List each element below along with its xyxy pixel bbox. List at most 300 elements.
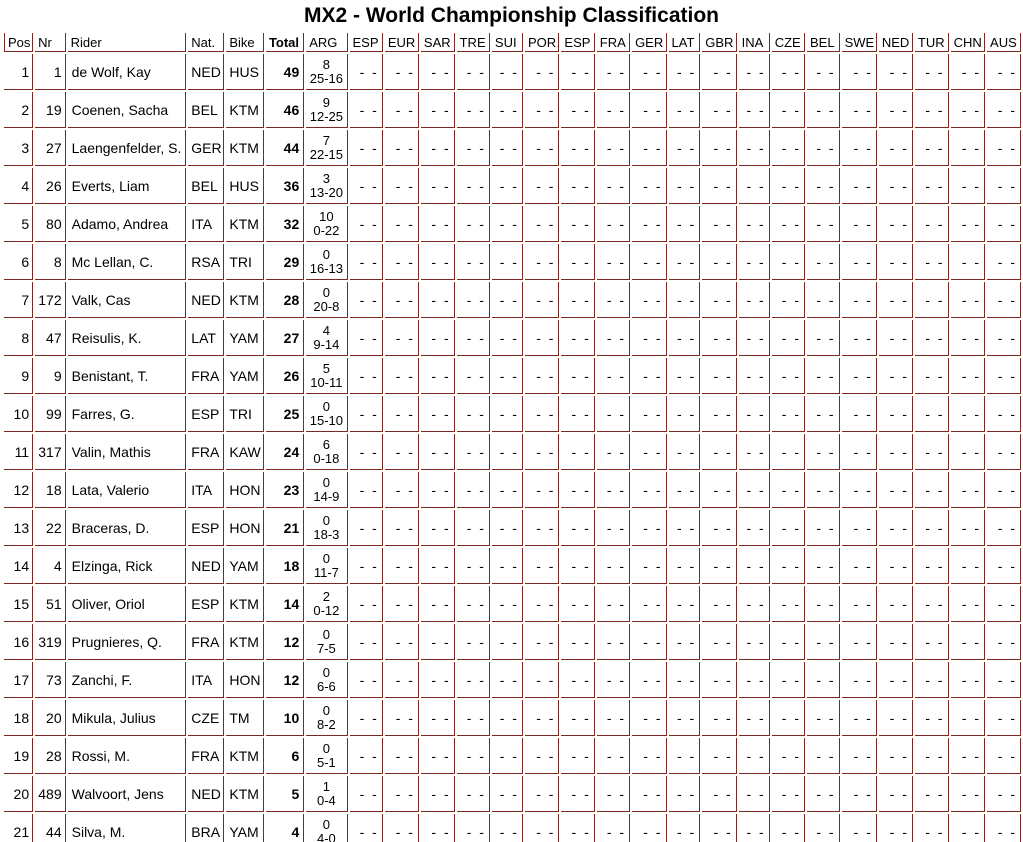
cell-round-no-result: - - [807, 92, 840, 128]
cell-round-no-result: - - [597, 624, 630, 660]
cell-round-no-result: - - [807, 776, 840, 812]
table-row [4, 206, 1021, 242]
cell-round-no-result: - - [739, 662, 770, 698]
cell-round-no-result: - - [492, 130, 523, 166]
cell-round-no-result: - - [350, 700, 383, 736]
cell-round-no-result: - - [492, 700, 523, 736]
cell-round-no-result: - - [739, 700, 770, 736]
cell-bike: YAM [226, 358, 264, 394]
cell-round-no-result: - - [525, 206, 559, 242]
cell-nat: FRA [188, 434, 224, 470]
cell-round-no-result: - - [492, 92, 523, 128]
cell-round-no-result: - - [385, 472, 419, 508]
cell-bike: TRI [226, 396, 264, 432]
cell-round-no-result: - - [597, 358, 630, 394]
cell-round-no-result: - - [987, 244, 1021, 280]
cell-total: 12 [266, 662, 304, 698]
cell-round-no-result: - - [632, 168, 666, 204]
cell-total: 36 [266, 168, 304, 204]
cell-round-no-result: - - [632, 434, 666, 470]
cell-round-no-result: - - [807, 168, 840, 204]
arg-result-line1: 0 [322, 398, 330, 414]
cell-round-no-result: - - [842, 320, 877, 356]
cell-rider: Adamo, Andrea [68, 206, 187, 242]
cell-round-no-result: - - [915, 54, 949, 90]
cell-arg-result [306, 700, 347, 736]
cell-round-no-result: - - [951, 244, 985, 280]
cell-round-no-result: - - [951, 206, 985, 242]
cell-round-no-result: - - [739, 244, 770, 280]
column-header-sui: SUI [492, 33, 523, 52]
cell-round-no-result: - - [525, 396, 559, 432]
cell-round-no-result: - - [842, 700, 877, 736]
cell-round-no-result: - - [350, 54, 383, 90]
cell-round-no-result: - - [561, 700, 594, 736]
cell-round-no-result: - - [702, 662, 736, 698]
cell-round-no-result: - - [842, 548, 877, 584]
cell-round-no-result: - - [561, 472, 594, 508]
cell-round-no-result: - - [597, 54, 630, 90]
cell-round-no-result: - - [492, 624, 523, 660]
cell-bike: KTM [226, 130, 264, 166]
cell-bike: KTM [226, 92, 264, 128]
cell-rider: Oliver, Oriol [68, 586, 187, 622]
cell-round-no-result: - - [457, 434, 490, 470]
header-row [4, 33, 1021, 52]
cell-bike: KAW [226, 434, 264, 470]
cell-pos: 16 [4, 624, 33, 660]
cell-arg-result [306, 434, 347, 470]
cell-round-no-result: - - [987, 814, 1021, 842]
cell-nr: 26 [35, 168, 66, 204]
cell-round-no-result: - - [987, 434, 1021, 470]
cell-round-no-result: - - [457, 206, 490, 242]
cell-round-no-result: - - [915, 624, 949, 660]
cell-round-no-result: - - [632, 586, 666, 622]
cell-round-no-result: - - [702, 282, 736, 318]
cell-round-no-result: - - [879, 586, 913, 622]
cell-round-no-result: - - [807, 320, 840, 356]
cell-round-no-result: - - [632, 396, 666, 432]
cell-round-no-result: - - [702, 434, 736, 470]
cell-round-no-result: - - [915, 700, 949, 736]
cell-round-no-result: - - [561, 130, 594, 166]
cell-round-no-result: - - [951, 814, 985, 842]
cell-round-no-result: - - [987, 320, 1021, 356]
cell-round-no-result: - - [385, 776, 419, 812]
table-row [4, 130, 1021, 166]
cell-round-no-result: - - [421, 244, 455, 280]
cell-round-no-result: - - [492, 54, 523, 90]
cell-round-no-result: - - [915, 206, 949, 242]
cell-round-no-result: - - [385, 168, 419, 204]
cell-round-no-result: - - [669, 396, 701, 432]
cell-round-no-result: - - [561, 358, 594, 394]
arg-result-line2: 14-9 [313, 488, 340, 504]
arg-result-line2: 12-25 [309, 108, 343, 124]
cell-round-no-result: - - [421, 130, 455, 166]
cell-round-no-result: - - [915, 396, 949, 432]
column-header-esp: ESP [350, 33, 383, 52]
cell-round-no-result: - - [385, 434, 419, 470]
cell-arg-result [306, 548, 347, 584]
cell-round-no-result: - - [492, 776, 523, 812]
cell-rider: Reisulis, K. [68, 320, 187, 356]
column-header-arg: ARG [306, 33, 347, 52]
cell-pos: 1 [4, 54, 33, 90]
cell-round-no-result: - - [561, 548, 594, 584]
cell-round-no-result: - - [525, 586, 559, 622]
cell-pos: 9 [4, 358, 33, 394]
cell-arg-result [306, 358, 347, 394]
cell-bike: KTM [226, 776, 264, 812]
cell-round-no-result: - - [421, 282, 455, 318]
cell-round-no-result: - - [987, 510, 1021, 546]
cell-round-no-result: - - [702, 244, 736, 280]
cell-arg-result [306, 282, 347, 318]
cell-round-no-result: - - [561, 396, 594, 432]
cell-round-no-result: - - [772, 54, 805, 90]
cell-rider: Benistant, T. [68, 358, 187, 394]
cell-round-no-result: - - [772, 662, 805, 698]
column-header-rider: Rider [68, 33, 187, 52]
cell-round-no-result: - - [457, 624, 490, 660]
cell-nat: ESP [188, 396, 224, 432]
cell-round-no-result: - - [842, 92, 877, 128]
page-title: MX2 - World Championship Classification [304, 4, 719, 27]
cell-arg-result [306, 168, 347, 204]
cell-round-no-result: - - [987, 396, 1021, 432]
column-header-eur: EUR [385, 33, 419, 52]
cell-round-no-result: - - [987, 472, 1021, 508]
cell-rider: Valin, Mathis [68, 434, 187, 470]
cell-round-no-result: - - [879, 54, 913, 90]
cell-rider: Laengenfelder, S. [68, 130, 187, 166]
cell-round-no-result: - - [879, 396, 913, 432]
arg-result-line2: 6-6 [316, 678, 336, 694]
cell-round-no-result: - - [739, 814, 770, 842]
cell-round-no-result: - - [561, 738, 594, 774]
cell-round-no-result: - - [951, 624, 985, 660]
cell-round-no-result: - - [421, 586, 455, 622]
cell-round-no-result: - - [739, 54, 770, 90]
cell-round-no-result: - - [702, 814, 736, 842]
cell-round-no-result: - - [842, 776, 877, 812]
cell-rider: Coenen, Sacha [68, 92, 187, 128]
cell-round-no-result: - - [632, 320, 666, 356]
cell-round-no-result: - - [385, 548, 419, 584]
column-header-ina: INA [739, 33, 770, 52]
cell-round-no-result: - - [457, 92, 490, 128]
cell-round-no-result: - - [632, 700, 666, 736]
cell-nat: ESP [188, 586, 224, 622]
cell-nr: 489 [35, 776, 66, 812]
cell-round-no-result: - - [597, 738, 630, 774]
cell-round-no-result: - - [879, 776, 913, 812]
cell-round-no-result: - - [669, 282, 701, 318]
cell-round-no-result: - - [421, 434, 455, 470]
cell-round-no-result: - - [879, 206, 913, 242]
cell-round-no-result: - - [915, 814, 949, 842]
cell-nr: 18 [35, 472, 66, 508]
cell-round-no-result: - - [632, 472, 666, 508]
arg-result-line2: 16-13 [309, 260, 343, 276]
cell-round-no-result: - - [350, 510, 383, 546]
cell-round-no-result: - - [739, 548, 770, 584]
cell-round-no-result: - - [597, 586, 630, 622]
cell-round-no-result: - - [915, 738, 949, 774]
table-row [4, 776, 1021, 812]
cell-bike: YAM [226, 548, 264, 584]
arg-result-line1: 1 [322, 778, 330, 794]
cell-round-no-result: - - [350, 244, 383, 280]
cell-round-no-result: - - [632, 738, 666, 774]
cell-round-no-result: - - [702, 130, 736, 166]
cell-pos: 20 [4, 776, 33, 812]
cell-round-no-result: - - [807, 624, 840, 660]
cell-round-no-result: - - [421, 662, 455, 698]
cell-round-no-result: - - [421, 206, 455, 242]
cell-round-no-result: - - [702, 92, 736, 128]
cell-round-no-result: - - [842, 510, 877, 546]
cell-round-no-result: - - [842, 130, 877, 166]
cell-round-no-result: - - [987, 700, 1021, 736]
cell-round-no-result: - - [492, 168, 523, 204]
arg-result-line1: 0 [322, 740, 330, 756]
cell-round-no-result: - - [702, 700, 736, 736]
cell-round-no-result: - - [350, 814, 383, 842]
cell-nr: 99 [35, 396, 66, 432]
cell-round-no-result: - - [702, 358, 736, 394]
arg-result-line2: 22-15 [309, 146, 343, 162]
cell-rider: Elzinga, Rick [68, 548, 187, 584]
arg-result-line1: 10 [319, 208, 334, 224]
cell-pos: 2 [4, 92, 33, 128]
cell-nr: 51 [35, 586, 66, 622]
column-header-bel: BEL [807, 33, 840, 52]
cell-arg-result [306, 54, 347, 90]
cell-nat: LAT [188, 320, 224, 356]
cell-round-no-result: - - [492, 510, 523, 546]
column-header-swe: SWE [842, 33, 877, 52]
cell-bike: KTM [226, 738, 264, 774]
cell-round-no-result: - - [951, 320, 985, 356]
cell-total: 44 [266, 130, 304, 166]
cell-round-no-result: - - [350, 738, 383, 774]
cell-round-no-result: - - [772, 434, 805, 470]
cell-round-no-result: - - [807, 738, 840, 774]
column-header-gbr: GBR [702, 33, 736, 52]
cell-bike: HON [226, 472, 264, 508]
column-header-bike: Bike [226, 33, 264, 52]
cell-round-no-result: - - [669, 814, 701, 842]
cell-rider: Valk, Cas [68, 282, 187, 318]
cell-round-no-result: - - [492, 472, 523, 508]
cell-round-no-result: - - [350, 168, 383, 204]
cell-round-no-result: - - [385, 358, 419, 394]
cell-round-no-result: - - [457, 776, 490, 812]
cell-round-no-result: - - [772, 814, 805, 842]
cell-round-no-result: - - [842, 168, 877, 204]
cell-round-no-result: - - [492, 282, 523, 318]
cell-round-no-result: - - [350, 776, 383, 812]
cell-round-no-result: - - [987, 586, 1021, 622]
cell-round-no-result: - - [842, 244, 877, 280]
column-header-pos: Pos [4, 33, 33, 52]
cell-round-no-result: - - [669, 206, 701, 242]
cell-rider: de Wolf, Kay [68, 54, 187, 90]
cell-round-no-result: - - [350, 548, 383, 584]
table-row [4, 358, 1021, 394]
column-header-tur: TUR [915, 33, 949, 52]
cell-round-no-result: - - [702, 54, 736, 90]
column-header-por: POR [525, 33, 559, 52]
arg-result-line2: 5-1 [316, 754, 336, 770]
cell-round-no-result: - - [350, 472, 383, 508]
cell-round-no-result: - - [492, 548, 523, 584]
cell-round-no-result: - - [350, 92, 383, 128]
cell-round-no-result: - - [987, 776, 1021, 812]
table-row [4, 738, 1021, 774]
cell-round-no-result: - - [951, 282, 985, 318]
cell-round-no-result: - - [457, 586, 490, 622]
cell-pos: 14 [4, 548, 33, 584]
cell-round-no-result: - - [561, 586, 594, 622]
cell-round-no-result: - - [597, 92, 630, 128]
cell-round-no-result: - - [772, 472, 805, 508]
cell-pos: 15 [4, 586, 33, 622]
cell-round-no-result: - - [702, 586, 736, 622]
table-row [4, 244, 1021, 280]
cell-bike: KTM [226, 206, 264, 242]
cell-round-no-result: - - [457, 358, 490, 394]
cell-pos: 7 [4, 282, 33, 318]
cell-nr: 319 [35, 624, 66, 660]
cell-rider: Mc Lellan, C. [68, 244, 187, 280]
cell-rider: Farres, G. [68, 396, 187, 432]
cell-round-no-result: - - [702, 168, 736, 204]
cell-round-no-result: - - [987, 54, 1021, 90]
cell-round-no-result: - - [525, 472, 559, 508]
arg-result-line2: 4-0 [316, 830, 336, 842]
cell-round-no-result: - - [702, 472, 736, 508]
cell-arg-result [306, 130, 347, 166]
arg-result-line1: 3 [322, 170, 330, 186]
cell-bike: YAM [226, 814, 264, 842]
arg-result-line2: 20-8 [313, 298, 340, 314]
cell-round-no-result: - - [632, 814, 666, 842]
cell-round-no-result: - - [987, 282, 1021, 318]
cell-round-no-result: - - [879, 472, 913, 508]
cell-round-no-result: - - [915, 510, 949, 546]
cell-round-no-result: - - [842, 54, 877, 90]
cell-round-no-result: - - [772, 206, 805, 242]
cell-total: 32 [266, 206, 304, 242]
cell-arg-result [306, 206, 347, 242]
cell-round-no-result: - - [987, 206, 1021, 242]
cell-round-no-result: - - [492, 434, 523, 470]
cell-round-no-result: - - [669, 434, 701, 470]
cell-round-no-result: - - [807, 244, 840, 280]
cell-round-no-result: - - [772, 358, 805, 394]
column-header-nat: Nat. [188, 33, 224, 52]
arg-result-line2: 0-4 [316, 792, 336, 808]
cell-round-no-result: - - [879, 548, 913, 584]
cell-round-no-result: - - [669, 662, 701, 698]
cell-round-no-result: - - [561, 54, 594, 90]
cell-round-no-result: - - [632, 206, 666, 242]
cell-round-no-result: - - [951, 130, 985, 166]
cell-round-no-result: - - [350, 358, 383, 394]
cell-round-no-result: - - [525, 168, 559, 204]
cell-round-no-result: - - [879, 92, 913, 128]
cell-round-no-result: - - [702, 320, 736, 356]
cell-round-no-result: - - [421, 396, 455, 432]
cell-round-no-result: - - [739, 358, 770, 394]
cell-total: 12 [266, 624, 304, 660]
cell-round-no-result: - - [915, 548, 949, 584]
cell-round-no-result: - - [669, 244, 701, 280]
cell-round-no-result: - - [350, 206, 383, 242]
classification-table-wrapper [0, 31, 1023, 842]
cell-total: 18 [266, 548, 304, 584]
cell-total: 25 [266, 396, 304, 432]
cell-round-no-result: - - [421, 624, 455, 660]
cell-round-no-result: - - [457, 738, 490, 774]
cell-total: 27 [266, 320, 304, 356]
cell-round-no-result: - - [350, 282, 383, 318]
cell-nr: 20 [35, 700, 66, 736]
cell-nat: BEL [188, 168, 224, 204]
cell-round-no-result: - - [807, 396, 840, 432]
cell-round-no-result: - - [772, 130, 805, 166]
cell-round-no-result: - - [702, 548, 736, 584]
cell-round-no-result: - - [772, 244, 805, 280]
cell-round-no-result: - - [597, 282, 630, 318]
cell-round-no-result: - - [739, 472, 770, 508]
cell-arg-result [306, 586, 347, 622]
cell-round-no-result: - - [350, 130, 383, 166]
cell-round-no-result: - - [772, 92, 805, 128]
cell-round-no-result: - - [842, 814, 877, 842]
cell-round-no-result: - - [632, 358, 666, 394]
arg-result-line2: 18-3 [313, 526, 340, 542]
cell-nr: 47 [35, 320, 66, 356]
cell-round-no-result: - - [457, 320, 490, 356]
table-body [4, 54, 1021, 842]
cell-total: 49 [266, 54, 304, 90]
cell-bike: YAM [226, 320, 264, 356]
arg-result-line1: 4 [322, 322, 330, 338]
cell-round-no-result: - - [597, 548, 630, 584]
cell-pos: 6 [4, 244, 33, 280]
cell-round-no-result: - - [597, 244, 630, 280]
column-header-aus: AUS [987, 33, 1021, 52]
cell-round-no-result: - - [669, 738, 701, 774]
cell-round-no-result: - - [457, 814, 490, 842]
cell-rider: Mikula, Julius [68, 700, 187, 736]
arg-result-line1: 0 [322, 512, 330, 528]
cell-round-no-result: - - [632, 548, 666, 584]
cell-round-no-result: - - [915, 776, 949, 812]
cell-round-no-result: - - [842, 396, 877, 432]
arg-result-line2: 0-12 [313, 602, 340, 618]
cell-round-no-result: - - [597, 320, 630, 356]
cell-arg-result [306, 510, 347, 546]
cell-round-no-result: - - [492, 662, 523, 698]
cell-bike: KTM [226, 282, 264, 318]
cell-round-no-result: - - [879, 738, 913, 774]
